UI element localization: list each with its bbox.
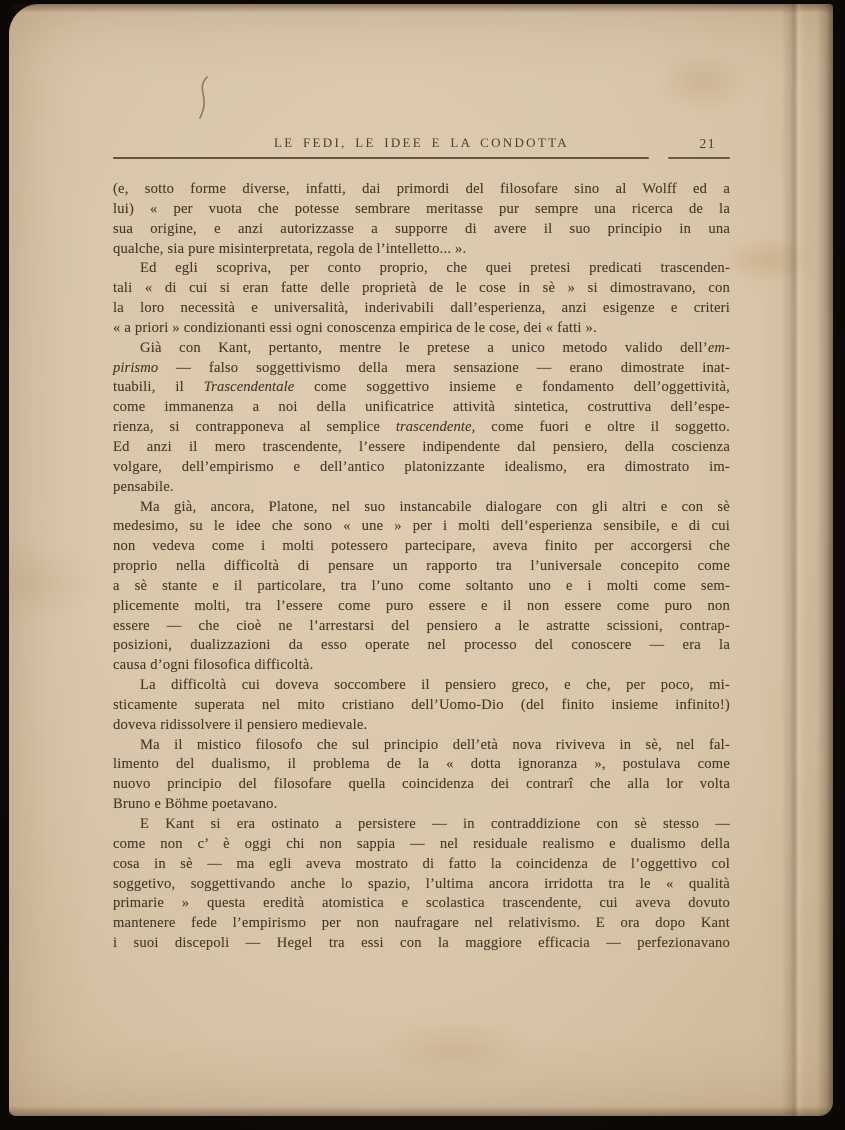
text-line: Ma il mistico filosofo che sul principio dell’età nova riviveva in sè, nel fal- xyxy=(140,736,730,753)
text-line: limento del dualismo, il problema de la « dotta ignoranza », postulava come xyxy=(113,756,730,773)
text-line: E Kant si era ostinato a persistere — in contraddizione con sè stesso — xyxy=(140,816,730,832)
text-line: Ed anzi il mero trascendente, l’essere indipendente dal pensiero, della coscienza xyxy=(113,438,730,455)
text-line: pirismo — falso soggettivismo della mera sensazione — erano dimostrate inat- xyxy=(113,359,730,376)
running-title: LE FEDI, LE IDEE E LA CONDOTTA xyxy=(273,135,569,150)
paragraph xyxy=(113,498,730,677)
book-page xyxy=(9,4,833,1116)
page-header xyxy=(113,135,730,155)
header-rule-left-segment xyxy=(113,157,649,159)
text-line: pensabile. xyxy=(113,478,174,495)
text-line: doveva ridissolvere il pensiero medievale. xyxy=(113,716,368,733)
header-rule xyxy=(113,157,730,159)
paragraph xyxy=(113,180,730,259)
paragraph xyxy=(113,676,730,736)
text-line: Ed egli scopriva, per conto proprio, che quei pretesi predicati trascenden- xyxy=(140,260,730,277)
page-body xyxy=(113,180,730,954)
text-line: cosa in sè — ma egli aveva mostrato di fatto la coincidenza de l’oggettivo col xyxy=(113,855,730,872)
scratch-mark xyxy=(189,74,223,124)
text-line: a sè stante e il particolare, tra l’uno come soltanto uno e i molti come sem- xyxy=(113,577,730,594)
paragraph xyxy=(113,259,730,338)
text-line: soggetivo, soggettivando anche lo spazio, l’ultima ancora irridotta tra le « qualità xyxy=(113,875,730,892)
text-line: sua origine, e anzi autorizzasse a supporre di avere il suo principio in una xyxy=(113,220,730,237)
text-line: « a priori » condizionanti essi ogni conoscenza empirica de le cose, dei « fatti ». xyxy=(113,319,597,336)
text-line: mantenere fede l’empirismo per non naufragare nel relativismo. E ora dopo Kant xyxy=(113,915,730,932)
text-line: Ma già, ancora, Platone, nel suo instancabile dialogare con gli altri e con sè xyxy=(140,498,730,515)
text-line: qualche, sia pure misinterpretata, regola de l’intelletto... ». xyxy=(113,240,467,257)
text-line: La difficoltà cui doveva soccombere il pensiero greco, e che, per poco, mi- xyxy=(140,677,730,694)
text-line: non vedeva come i molti potessero partecipare, aveva finito per accorgersi che xyxy=(113,538,730,555)
text-line: rienza, si contrapponeva al semplice trascendente, come fuori e oltre il soggetto. xyxy=(113,419,730,436)
text-line: Già con Kant, pertanto, mentre le pretese a unico metodo valido dell’em- xyxy=(140,339,730,356)
text-line: posizioni, dualizzazioni da esso operate nel processo del conoscere — era la xyxy=(113,637,730,654)
text-line: i suoi discepoli — Hegel tra essi con la maggiore efficacia — perfezionavano xyxy=(113,935,730,952)
text-line: primarie » questa eredità atomistica e scolastica trascendente, cui aveva dovuto xyxy=(113,895,730,912)
text-line: la loro necessità e universalità, inderivabili dall’esperienza, anzi esigenze e criteri xyxy=(113,300,730,317)
header-rule-right-segment xyxy=(668,157,730,159)
text-line: lui) « per vuota che potesse sembrare meritasse pur sempre una ricerca de la xyxy=(113,200,730,217)
text-line: Bruno e Böhme poetavano. xyxy=(113,796,278,813)
page-number: 21 xyxy=(699,136,716,151)
text-line: causa d’ogni filosofica difficoltà. xyxy=(113,657,314,674)
text-line: tali « di cui si eran fatte delle proprietà de le cose in sè » si dimostravano, con xyxy=(113,280,730,297)
text-line: tuabili, il Trascendentale come soggettivo insieme e fondamento dell’oggettività, xyxy=(113,379,730,396)
text-line: medesimo, su le idee che sono « une » per i molti dell’esperienza sensibile, e di cui xyxy=(113,518,730,535)
text-line: come immanenza a noi della unificatrice attività sintetica, costruttiva dell’espe- xyxy=(113,399,730,416)
text-line: (e, sotto forme diverse, infatti, dai primordi del filosofare sino al Wolff ed a xyxy=(113,181,730,197)
paragraph xyxy=(113,736,730,815)
paragraph xyxy=(113,815,730,954)
text-line: plicemente molti, tra l’essere come puro essere e il non essere come puro non xyxy=(113,597,730,614)
text-line: sticamente superata nel mito cristiano dell’Uomo-Dio (del finito insieme infinito!) xyxy=(113,696,730,713)
page-crease xyxy=(781,4,805,1116)
page-bottom-edge xyxy=(9,1106,833,1116)
text-line: nuovo principio del filosofare quella coincidenza dei contrarî che alla lor volta xyxy=(113,776,730,793)
text-line: essere — che cioè ne l’arrestarsi del pensiero a le astratte scissioni, contrap- xyxy=(113,617,730,634)
text-line: volgare, dell’empirismo e dell’antico platonizzante idealismo, era dimostrato im- xyxy=(113,458,730,475)
text-line: come non c’ è oggi chi non sappia — nel residuale realismo e dualismo della xyxy=(113,835,730,852)
text-line: proprio nella difficoltà di pensare un rapporto tra l’universale concepito come xyxy=(113,558,730,575)
paragraph xyxy=(113,339,730,498)
